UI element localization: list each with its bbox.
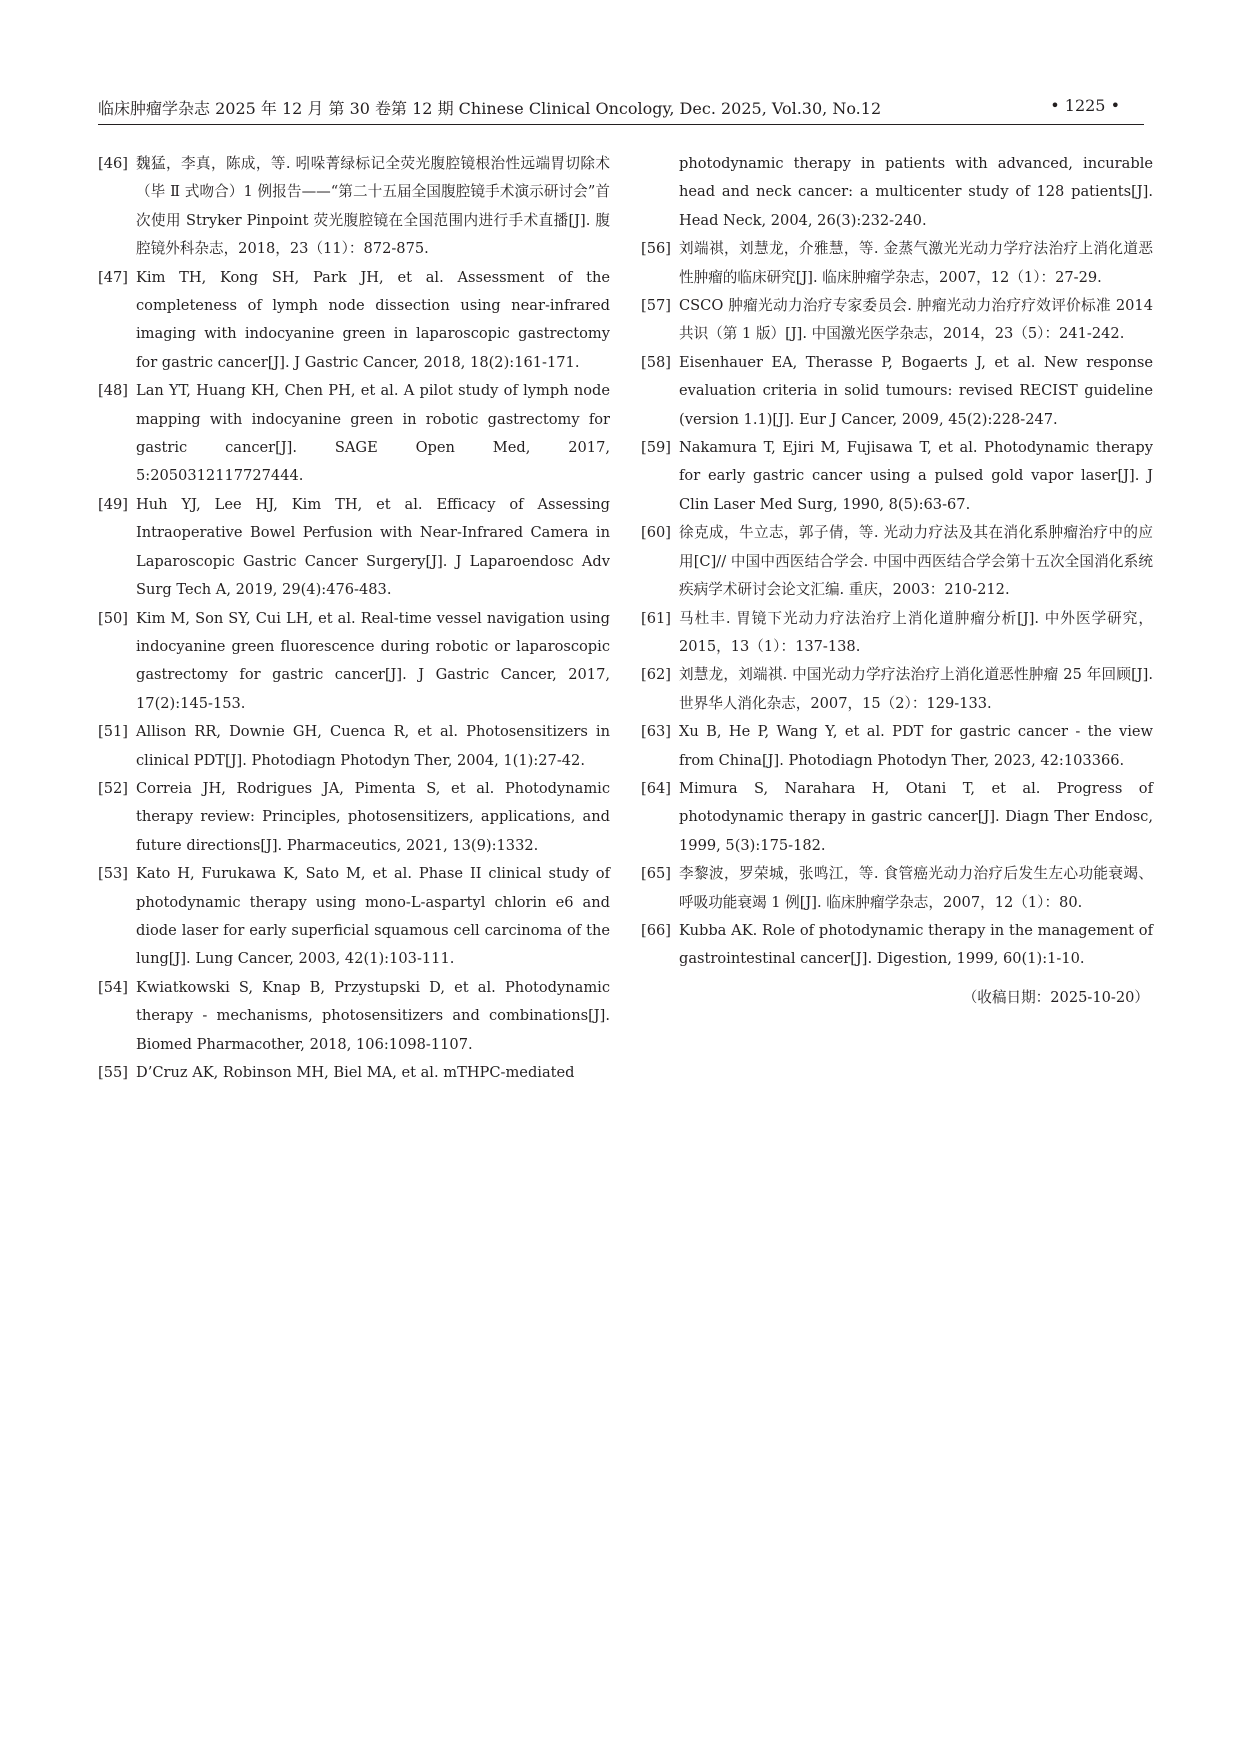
reference-text: Kim TH, Kong SH, Park JH, et al. Assessment of the completeness of lymph node dissection using near-infrared imaging with indocyanine green in laparoscopic gastrectomy for gastric cancer[J]. J Gastric Cancer, 2018, 18(2):161-171. — [136, 268, 610, 371]
reference-text: Eisenhauer EA, Therasse P, Bogaerts J, et al. New response evaluation criteria in solid tumours: revised RECIST guideline (version 1.1)[J]. Eur J Cancer, 2009, 45(2):228-247. — [679, 353, 1153, 428]
reference-text: 刘慧龙，刘端祺. 中国光动力学疗法治疗上消化道恶性肿瘤 25 年回顾[J]. 世界华人消化杂志，2007，15（2）：129-133. — [679, 666, 1153, 712]
reference-item — [641, 860, 1153, 917]
reference-text: 刘端祺，刘慧龙，介雅慧，等. 金蒸气激光光动力学疗法治疗上消化道恶性肿瘤的临床研究[J]. 临床肿瘤学杂志，2007，12（1）：27-29. — [679, 240, 1153, 286]
reference-number: [51] — [98, 723, 128, 741]
reference-continuation: photodynamic therapy in patients with advanced, incurable head and neck cancer: a multicenter study of 128 patients[J]. Head Neck, 2004, 26(3):232-240. — [679, 155, 1153, 229]
reference-number: [64] — [641, 779, 671, 797]
reference-item — [641, 605, 1153, 662]
reference-text: Kato H, Furukawa K, Sato M, et al. Phase II clinical study of photodynamic therapy using mono-L-aspartyl chlorin e6 and diode laser for early superficial squamous cell carcinoma of the lung[J]. Lung Cancer, 2003, 42(1):103-111. — [136, 865, 610, 968]
reference-text: Kim M, Son SY, Cui LH, et al. Real-time vessel navigation using indocyanine green fluorescence during robotic or laparoscopic gastrectomy for gastric cancer[J]. J Gastric Cancer, 2017, 17(2):145-153. — [136, 609, 610, 712]
reference-number: [53] — [98, 865, 128, 883]
reference-item — [98, 264, 610, 378]
reference-item — [98, 491, 610, 605]
reference-number: [65] — [641, 865, 671, 883]
reference-text: Xu B, He P, Wang Y, et al. PDT for gastric cancer - the view from China[J]. Photodiagn Photodyn Ther, 2023, 42:103366. — [679, 723, 1153, 769]
reference-text: Mimura S, Narahara H, Otani T, et al. Progress of photodynamic therapy in gastric cancer[J]. Diagn Ther Endosc, 1999, 5(3):175-182. — [679, 779, 1153, 854]
reference-text: Kwiatkowski S, Knap B, Przystupski D, et al. Photodynamic therapy - mechanisms, photosensitizers and combinations[J]. Biomed Pharmacother, 2018, 106:1098-1107. — [136, 978, 610, 1053]
references-right-column — [641, 150, 1153, 1012]
reference-text: Huh YJ, Lee HJ, Kim TH, et al. Efficacy of Assessing Intraoperative Bowel Perfusion with Near-Infrared Camera in Laparoscopic Gastric Cancer Surgery[J]. J Laparoendosc Adv Surg Tech A, 2019, 29(4):476-483. — [136, 495, 610, 599]
reference-number: [57] — [641, 297, 671, 315]
reference-text: 李黎波，罗荣城，张鸣江，等. 食管癌光动力治疗后发生左心功能衰竭、呼吸功能衰竭 1 例[J]. 临床肿瘤学杂志，2007，12（1）：80. — [679, 865, 1153, 911]
references-left-column — [98, 150, 610, 1087]
reference-number: [61] — [641, 609, 671, 627]
reference-item — [641, 292, 1153, 349]
reference-item — [98, 718, 610, 775]
reference-number: [60] — [641, 524, 671, 542]
reference-text: Correia JH, Rodrigues JA, Pimenta S, et al. Photodynamic therapy review: Principles, photosensitizers, applications, and future directions[J]. Pharmaceutics, 2021, 13(9):1332. — [136, 779, 610, 854]
reference-number: [50] — [98, 609, 128, 627]
reference-text: 魏猛，李真，陈成，等. 吲哚菁绿标记全荧光腹腔镜根治性远端胃切除术（毕 Ⅱ 式吻合）1 例报告——“第二十五届全国腹腔镜手术演示研讨会”首次使用 Stryker Pinpoint 荧光腹腔镜在全国范围内进行手术直播[J]. 腹腔镜外科杂志，2018，23（11）：872-875. — [136, 155, 610, 258]
reference-text: 马杜丰. 胃镜下光动力疗法治疗上消化道肿瘤分析[J]. 中外医学研究，2015，13（1）：137-138. — [679, 609, 1153, 655]
page-number: • 1225 • — [1050, 96, 1120, 115]
reference-number: [59] — [641, 439, 671, 457]
reference-number: [46] — [98, 155, 128, 172]
reference-number: [55] — [98, 1064, 128, 1081]
reference-item — [98, 377, 610, 491]
reference-item — [641, 349, 1153, 434]
reference-item — [641, 917, 1153, 974]
reference-text: 徐克成，牛立志，郭子倩，等. 光动力疗法及其在消化系肿瘤治疗中的应用[C]// 中国中西医结合学会. 中国中西医结合学会第十五次全国消化系统疾病学术研讨会论文汇编. 重庆，2003：210-212. — [679, 524, 1153, 599]
reference-text: Kubba AK. Role of photodynamic therapy in the management of gastrointestinal cancer[J]. Digestion, 1999, 60(1):1-10. — [679, 921, 1153, 968]
reference-number: [48] — [98, 382, 128, 400]
reference-item — [641, 434, 1153, 519]
reference-number: [49] — [98, 495, 128, 513]
reference-text: Lan YT, Huang KH, Chen PH, et al. A pilot study of lymph node mapping with indocyanine green in robotic gastrectomy for gastric cancer[J]. SAGE Open Med, 2017, 5:2050312117727444. — [136, 382, 610, 485]
reference-item — [98, 150, 610, 264]
reference-item — [98, 974, 610, 1059]
reference-number: [62] — [641, 666, 671, 684]
reference-item — [641, 519, 1153, 604]
reference-item — [98, 775, 610, 860]
reference-item — [98, 1059, 610, 1087]
reference-text: D’Cruz AK, Robinson MH, Biel MA, et al. mTHPC-mediated — [136, 1064, 575, 1081]
received-date: （收稿日期：2025-10-20） — [962, 988, 1149, 1006]
reference-number: [54] — [98, 978, 128, 996]
reference-text: Allison RR, Downie GH, Cuenca R, et al. Photosensitizers in clinical PDT[J]. Photodiagn Photodyn Ther, 2004, 1(1):27-42. — [136, 723, 610, 769]
reference-item — [98, 605, 610, 719]
running-header — [98, 96, 1144, 122]
reference-item — [98, 860, 610, 974]
reference-text: Nakamura T, Ejiri M, Fujisawa T, et al. Photodynamic therapy for early gastric cancer using a pulsed gold vapor laser[J]. J Clin Laser Med Surg, 1990, 8(5):63-67. — [679, 439, 1153, 513]
header-divider — [98, 124, 1144, 125]
reference-item — [641, 235, 1153, 292]
reference-number: [52] — [98, 779, 128, 797]
reference-item — [641, 718, 1153, 775]
reference-item — [641, 775, 1153, 860]
reference-number: [66] — [641, 921, 671, 939]
reference-item — [641, 661, 1153, 718]
reference-text: CSCO 肿瘤光动力治疗专家委员会. 肿瘤光动力治疗疗效评价标准 2014 共识（第 1 版）[J]. 中国激光医学杂志，2014，23（5）：241-242. — [679, 297, 1153, 343]
journal-citation-header: 临床肿瘤学杂志 2025 年 12 月 第 30 卷第 12 期 Chinese Clinical Oncology, Dec. 2025, Vol.30, No.12 — [98, 99, 882, 118]
reference-number: [58] — [641, 353, 671, 371]
reference-number: [56] — [641, 240, 671, 258]
reference-number: [63] — [641, 723, 671, 741]
reference-number: [47] — [98, 268, 128, 286]
